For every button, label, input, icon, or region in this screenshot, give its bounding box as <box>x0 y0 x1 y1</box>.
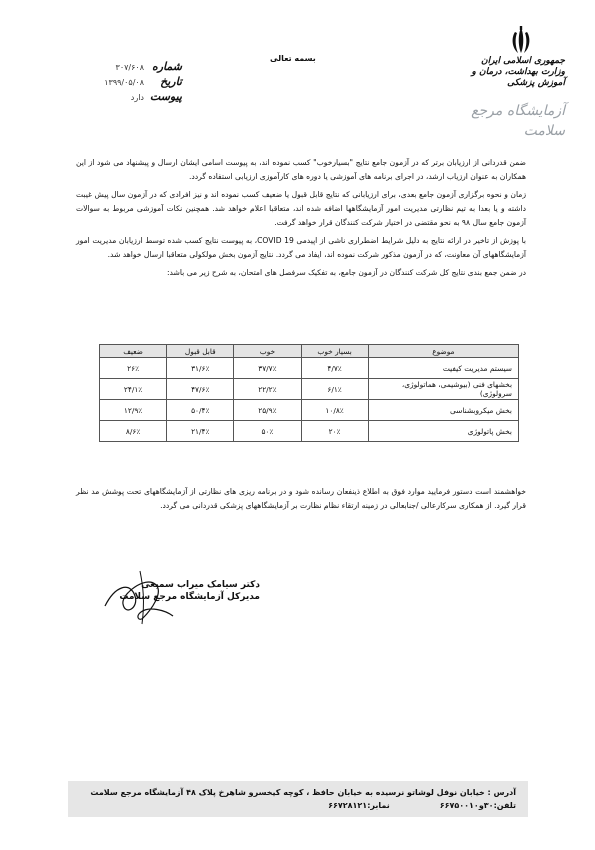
table-cell: ۲۲/۲٪ <box>234 379 301 400</box>
results-table <box>99 344 519 442</box>
body-paragraph-3: با پوزش از تاخیر در ارائه نتایج به دلیل شرایط اضطراری ناشی از اپیدمی COVID 19، به پیوست نتایج کسب شده توسط ارزیابان مدیریت امور آزمایشگاههای آن معاونت، که در آزمون مذکور شرکت نموده اند، ایفاد می گردد. نتایج آزمون بخش مولکولی متعاقبا ارسال خواهد شد. <box>76 236 527 259</box>
footer-phone: تلفن:۳۰و۶۶۷۵۰۰۱۰ <box>439 801 516 810</box>
table-cell: ۲۵/۹٪ <box>234 400 301 421</box>
table-row <box>100 379 519 400</box>
basmala: بسمه تعالی <box>270 54 316 63</box>
table-header-row <box>100 345 519 358</box>
lab-name: آزمایشگاه مرجع سلامت <box>471 103 565 139</box>
attachment-value: دارد <box>130 93 144 102</box>
footer-contacts <box>80 799 516 813</box>
table-row <box>100 400 519 421</box>
table-cell: ۸/۶٪ <box>100 421 167 442</box>
table-cell: ۵۰٪ <box>234 421 301 442</box>
signature-block <box>90 580 260 602</box>
date-label: تاریخ <box>160 75 182 88</box>
letter-body <box>76 156 526 284</box>
signer-title: مدیرکل آزمایشگاه مرجع سلامت <box>119 592 260 602</box>
body-paragraph-2: زمان و نحوه برگزاری آزمون جامع بعدی، برای ارزیابانی که نتایج قابل قبول یا ضعیف کسب نموده اند و نیز افرادی که در آزمون سال پیش غیبت داشته و یا بعدا به تیم نظارتی مدیریت امور آزمایشگاهها اضافه شده اند، متعاقبا اعلام خواهد شد. همچنین نکات آموزشی مربوط به سوالات آزمون جامع سال ۹۸ به نحو مقتضی در اختیار شرکت کنندگان قرار خواهد گرفت. <box>76 190 526 227</box>
table-cell: بخش پاتولوژی <box>368 421 518 442</box>
meta-number <box>42 60 182 75</box>
ministry-logo <box>455 56 565 141</box>
number-label: شماره <box>151 60 182 73</box>
header-subject: موضوع <box>368 345 518 358</box>
closing-text <box>76 485 526 513</box>
table-cell: ۲۶٪ <box>100 358 167 379</box>
header-acceptable: قابل قبول <box>167 345 234 358</box>
meta-date <box>42 75 182 90</box>
iran-emblem-icon <box>507 26 535 56</box>
header-good: خوب <box>234 345 301 358</box>
table-cell: ۴/۷٪ <box>301 358 368 379</box>
meta-attachment <box>42 90 182 105</box>
header-weak: ضعیف <box>100 345 167 358</box>
table-cell: ۱۰/۸٪ <box>301 400 368 421</box>
ministry-line1: جمهوری اسلامی ایران <box>480 56 565 66</box>
date-value: ۱۳۹۹/۰۵/۰۸ <box>104 78 144 87</box>
footer-fax: نمابر:۶۶۷۲۸۱۲۱ <box>328 801 390 810</box>
ministry-line2: وزارت بهداشت، درمان و آموزش پزشکی <box>471 67 565 88</box>
signer-name: دکتر سیامک میراب سمیعی <box>141 580 260 590</box>
table-cell: ۲۱/۴٪ <box>167 421 234 442</box>
table-cell: ۲۴/۱٪ <box>100 379 167 400</box>
table-cell: ۲۰٪ <box>301 421 368 442</box>
footer <box>68 781 528 817</box>
table-cell: ۳۷/۷٪ <box>234 358 301 379</box>
table-cell: ۱۲/۹٪ <box>100 400 167 421</box>
body-paragraph-4: در ضمن جمع بندی نتایج کل شرکت کنندگان در آزمون جامع، به تفکیک سرفصل های امتحان، به شرح زیر می باشد: <box>166 268 526 277</box>
table-row <box>100 421 519 442</box>
attachment-label: پیوست <box>149 90 182 103</box>
body-paragraph-1: ضمن قدردانی از ارزیابان برتر که در آزمون جامع نتایج "بسیارخوب" کسب نموده اند، به پیوست اسامی ایشان ارسال و پیشنهاد می شود از این همکاران به عنوان ارزیاب ارشد، در اجرای برنامه های آموزشی یا دوره های کارآموزی ارزیابی استفاده گردد. <box>76 158 526 181</box>
table-cell: سیستم مدیریت کیفیت <box>368 358 518 379</box>
table-cell: ۴۷/۶٪ <box>167 379 234 400</box>
table-cell: ۵۰/۴٪ <box>167 400 234 421</box>
table-cell: بخش میکروبشناسی <box>368 400 518 421</box>
header-very-good: بسیار خوب <box>301 345 368 358</box>
table-cell: ۶/۱٪ <box>301 379 368 400</box>
footer-address: آدرس : خیابان نوفل لوشاتو نرسیده به خیابان حافظ ، کوچه کیخسرو شاهرخ پلاک ۴۸ آزمایشگاه مرجع سلامت <box>90 788 516 797</box>
letter-meta <box>42 60 182 105</box>
number-value: ۳۰۷/۶۰۸ <box>115 63 144 72</box>
table-row <box>100 358 519 379</box>
closing-paragraph: خواهشمند است دستور فرمایید موارد فوق به اطلاع ذینفعان رسانده شود و در برنامه ریزی های نظارتی از آزمایشگاههای تحت پوشش مد نظر قرار گیرد. از همکاری سرکارعالی /جنابعالی در زمینه ارتقاء نظام نظارت بر آزمایشگاههای پزشکی قدردانی می گردد. <box>76 487 526 510</box>
table-cell: ۳۱/۶٪ <box>167 358 234 379</box>
table-cell: بخشهای فنی (بیوشیمی، هماتولوژی، سرولوژی) <box>368 379 518 400</box>
